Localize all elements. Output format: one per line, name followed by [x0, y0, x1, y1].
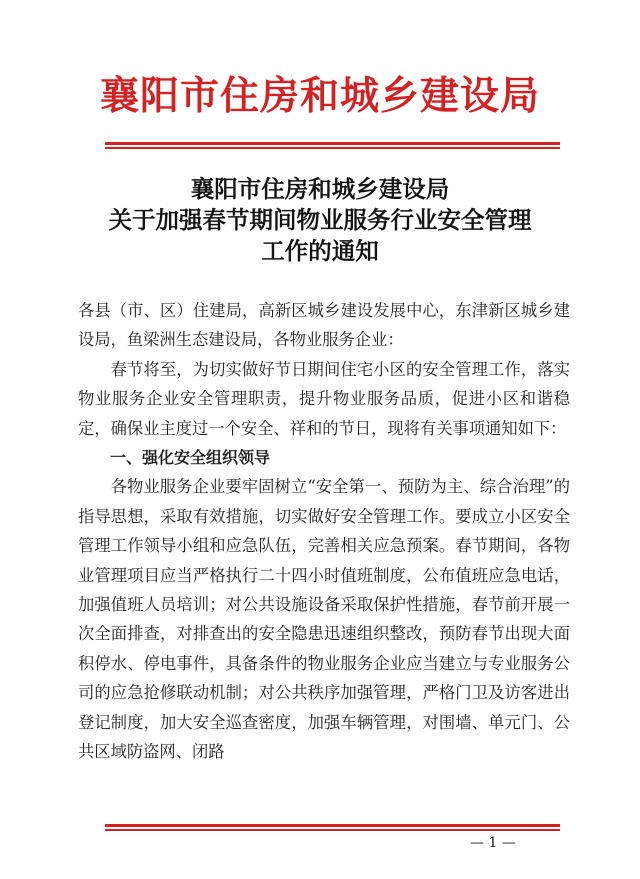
letterhead-rule-thick [105, 142, 560, 145]
section-1-paragraph: 各物业服务企业要牢固树立“安全第一、预防为主、综合治理”的指导思想，采取有效措施，切实做好安全管理工作。要成立小区安全管理工作领导小组和应急队伍，完善相关应急预案。春节期间，各物业管理项目应当严格执行二十四小时值班制度，公布值班应急电话，加强值班人员培训；对公共设施设备采取保护性措施，春节前开展一次全面排查，对排查出的安全隐患迅速组织整改，预防春节出现大面积停水、停电事件，具备条件的物业服务企业应当建立与专业服务公司的应急抢修联动机制；对公共秩序加强管理，严格门卫及访客进出登记制度，加大安全巡查密度，加强车辆管理，对围墙、单元门、公共区域防盗网、闭路 [78, 477, 570, 762]
title-line-1: 襄阳市住房和城乡建设局 [190, 175, 450, 203]
letterhead-rule-thin [105, 147, 560, 149]
intro-paragraph: 春节将至，为切实做好节日期间住宅小区的安全管理工作，落实物业服务企业安全管理职责，提升物业服务品质，促进小区和谐稳定，确保业主度过一个安全、祥和的节日，现将有关事项通知如下： [78, 359, 570, 438]
section-1-heading: 一、强化安全组织领导 [110, 448, 271, 468]
document-title [0, 174, 640, 267]
addressees: 各县（市、区）住建局，高新区城乡建设发展中心，东津新区城乡建设局，鱼梁洲生态建设局，各物业服务企业： [78, 301, 570, 350]
title-line-2: 关于加强春节期间物业服务行业安全管理 [108, 206, 532, 234]
page-number: — 1 — [470, 835, 516, 851]
title-line-3: 工作的通知 [261, 237, 379, 265]
document-body [78, 296, 570, 767]
agency-letterhead: 襄阳市住房和城乡建设局 [99, 73, 540, 119]
footer-rule-thick [105, 824, 560, 827]
footer-rule-thin [105, 829, 560, 831]
